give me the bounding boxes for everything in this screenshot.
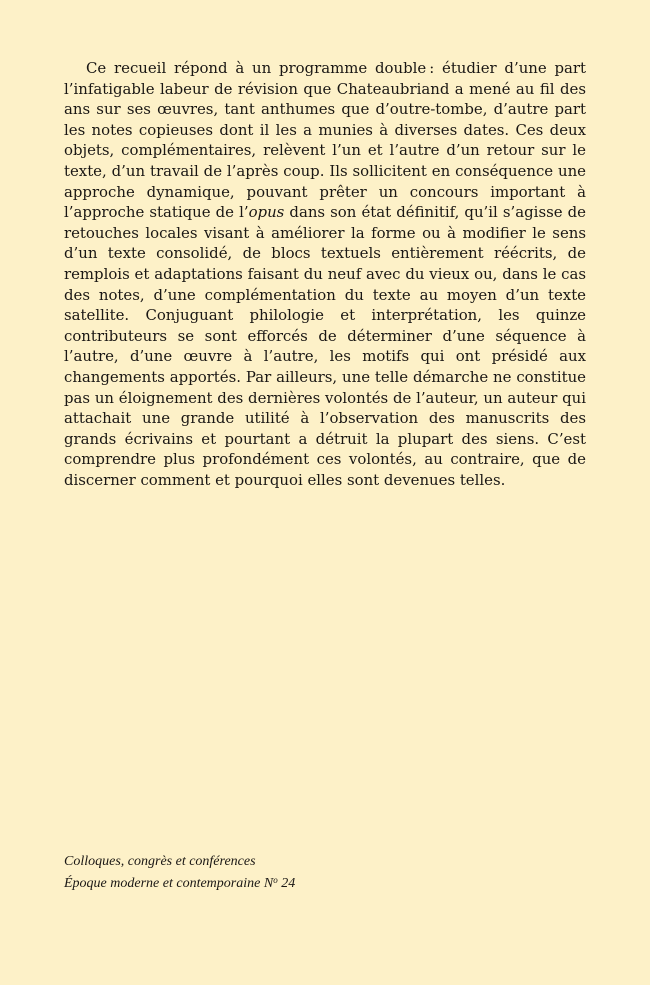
series-subtitle — [64, 871, 464, 893]
blurb-text-part-2: dans son état définitif, qu’il s’agisse de retouches locales visant à améliorer la forme ou à modifier le sens d’un texte consolidé, de blocs textuels entièrement réécrits, de remplois et adaptations faisant du neuf avec du vieux ou, dans le cas des notes, d’une complémentation du texte au moyen d’un texte satellite. Conjuguant philologie et interprétation, les quinze contributeurs se sont efforcés de déterminer d’une séquence à l’autre, d’une œuvre à l’autre, les motifs qui ont présidé aux changements apportés. Par ailleurs, une telle démarche ne constitue pas un éloignement des dernières volontés de l’auteur, un auteur qui attachait une grande utilité à l’observation des manuscrits des grands écrivains et pourtant a détruit la plupart des siens. C’est comprendre plus profondément ces volontés, au contraire, que de discerner comment et pourquoi elles sont devenues telles. — [64, 203, 586, 489]
series-info — [64, 852, 464, 893]
blurb-paragraph — [64, 58, 586, 490]
series-number-sign: o — [273, 875, 278, 885]
series-number: 24 — [277, 876, 296, 891]
series-title: Colloques, congrès et conférences — [64, 854, 256, 869]
blurb-italic-word: opus — [248, 203, 285, 222]
series-subtitle-text: Époque moderne et contemporaine N — [64, 876, 274, 891]
blurb-text-part-1: Ce recueil répond à un programme double : étudier d’une part l’infatigable labeur de révision que Chateaubriand a mené au fil des ans sur ses œuvres, tant anthumes que d’outre-tombe, d’autre part les notes copieuses dont il les a munies à diverses dates. Ces deux objets, complémentaires, relèvent l’un et l’autre d’un retour sur le texte, d’un travail de l’après coup. Ils sollicitent en conséquence une approche dynamique, pouvant prêter un concours important à l’approche statique de l’ — [64, 59, 586, 222]
